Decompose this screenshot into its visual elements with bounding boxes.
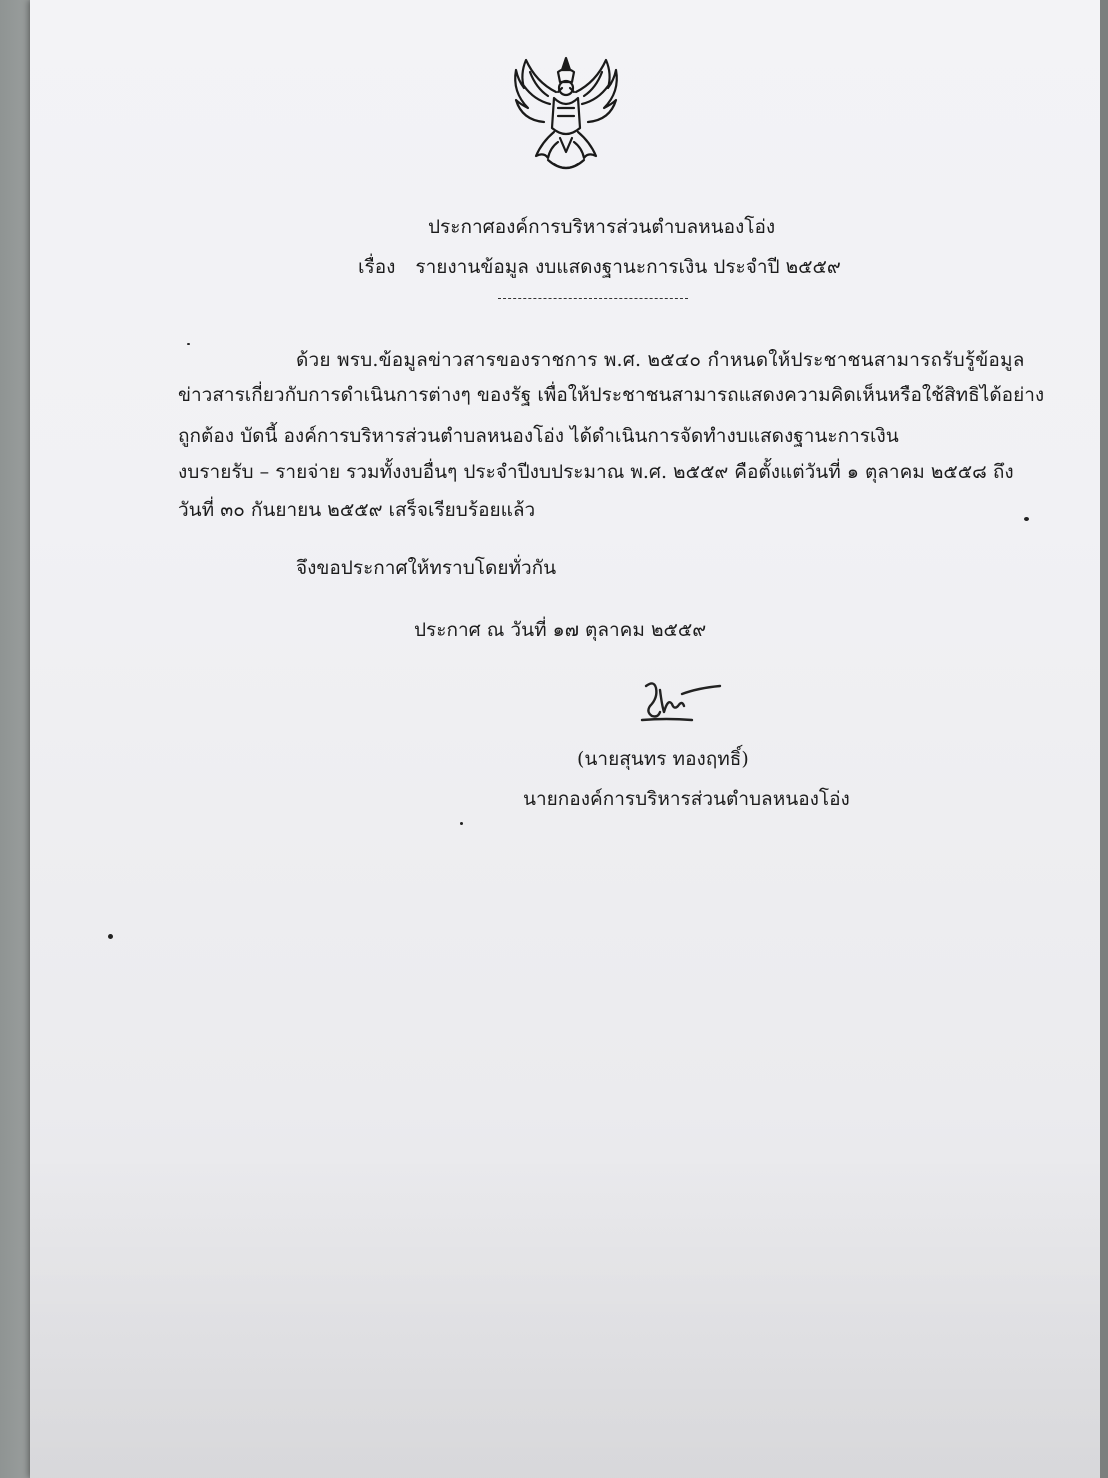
garuda-emblem-icon bbox=[508, 52, 624, 180]
announcement-date: ประกาศ ณ วันที่ ๑๗ ตุลาคม ๒๕๕๙ bbox=[414, 619, 707, 641]
subject-label: เรื่อง bbox=[358, 256, 396, 278]
subject-text: รายงานข้อมูล งบแสดงฐานะการเงิน ประจำปี ๒๕๕๙ bbox=[415, 256, 841, 278]
signatory-name: (นายสุนทร ทองฤทธิ์) bbox=[577, 748, 749, 770]
body-line: ข่าวสารเกี่ยวกับการดำเนินการต่างๆ ของรัฐ เพื่อให้ประชาชนสามารถแสดงความคิดเห็นหรือใช้สิทธิได้อย่าง bbox=[178, 384, 1045, 406]
page-edge bbox=[1100, 0, 1108, 1478]
title-divider bbox=[498, 298, 688, 299]
paper-speck bbox=[460, 822, 463, 825]
body-line: ถูกต้อง บัดนี้ องค์การบริหารส่วนตำบลหนองโอ่ง ได้ดำเนินการจัดทำงบแสดงฐานะการเงิน bbox=[178, 425, 899, 447]
page-shadow bbox=[30, 1150, 1102, 1478]
paper-speck bbox=[187, 343, 190, 345]
document-title: ประกาศองค์การบริหารส่วนตำบลหนองโอ่ง bbox=[428, 216, 776, 238]
paper-speck bbox=[1024, 517, 1029, 521]
signature-image bbox=[636, 676, 724, 726]
paper-speck bbox=[108, 934, 113, 939]
body-line: งบรายรับ – รายจ่าย รวมทั้งงบอื่นๆ ประจำปีงบประมาณ พ.ศ. ๒๕๕๙ คือตั้งแต่วันที่ ๑ ตุลาคม ๒๕๕๘ ถึง bbox=[178, 461, 1014, 483]
closing-statement: จึงขอประกาศให้ทราบโดยทั่วกัน bbox=[296, 557, 557, 579]
body-line: วันที่ ๓๐ กันยายน ๒๕๕๙ เสร็จเรียบร้อยแล้ว bbox=[178, 499, 536, 521]
signatory-title: นายกองค์การบริหารส่วนตำบลหนองโอ่ง bbox=[523, 788, 850, 810]
document-subject bbox=[358, 256, 841, 278]
body-line: ด้วย พรบ.ข้อมูลข่าวสารของราชการ พ.ศ. ๒๕๔๐ กำหนดให้ประชาชนสามารถรับรู้ข้อมูล bbox=[296, 349, 1025, 371]
